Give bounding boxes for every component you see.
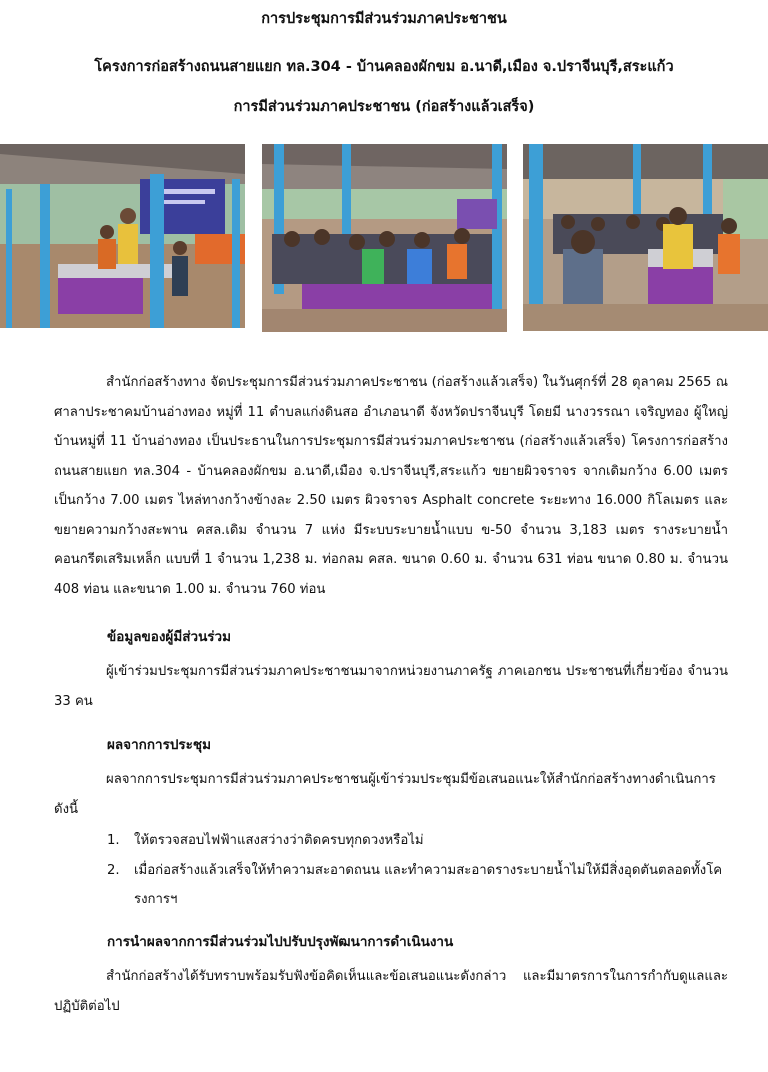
list-item-number: 1. bbox=[107, 833, 120, 848]
list-item bbox=[107, 856, 727, 915]
meeting-photo-participants bbox=[262, 144, 507, 332]
list-item-number: 2. bbox=[107, 862, 120, 878]
results-text: ผลจากการประชุมการมีส่วนร่วมภาคประชาชนผู้เข้าร่วมประชุมมีข้อเสนอแนะให้สำนักก่อสร้างทางดำเนินการ ดังนี้ bbox=[54, 772, 716, 817]
project-title: โครงการก่อสร้างถนนสายแยก ทล.304 - บ้านคลองผักขม อ.นาดี,เมือง จ.ปราจีนบุรี,สระแก้ว bbox=[94, 59, 674, 75]
results-list bbox=[107, 826, 727, 915]
list-item-text: ให้ตรวจสอบไฟฟ้าแสงสว่างว่าติดครบทุกดวงหรือไม่ bbox=[134, 833, 424, 848]
results-heading: ผลจากการประชุม bbox=[107, 737, 211, 753]
list-item-text: เมื่อก่อสร้างแล้วเสร็จให้ทำความสะอาดถนน และทำความสะอาดรางระบายน้ำไม่ให้มีสิ่งอุดตันตลอดทั้งโครงการฯ bbox=[134, 862, 723, 907]
improvement-heading: การนำผลจากการมีส่วนร่วมไปปรับปรุงพัฒนาการดำเนินงาน bbox=[107, 934, 454, 950]
improvement-text: สำนักก่อสร้างได้รับทราบพร้อมรับฟังข้อคิดเห็นและข้อเสนอแนะดังกล่าว และมีมาตรการในการกำกับดูแลและปฏิบัติต่อไป bbox=[54, 969, 728, 1014]
list-item bbox=[107, 826, 727, 856]
meeting-photo-head-table bbox=[0, 144, 245, 328]
intro-paragraph: สำนักก่อสร้างทาง จัดประชุมการมีส่วนร่วมภาคประชาชน (ก่อสร้างแล้วเสร็จ) ในวันศุกร์ที่ 28 ตุลาคม 2565 ณ ศาลาประชาคมบ้านอ่างทอง หมู่ที่ 11 ตำบลแก่งดินสอ อำเภอนาดี จังหวัดปราจีนบุรี โดยมี นางวรรณา เจริญทอง ผู้ใหญ่บ้านหมู่ที่ 11 บ้านอ่างทอง เป็นประธานในการประชุมการมีส่วนร่วมภาคประชาชน (ก่อสร้างแล้วเสร็จ) โครงการก่อสร้างถนนสายแยก ทล.304 - บ้านคลองผักขม อ.นาดี,เมือง จ.ปราจีนบุรี,สระแก้ว ขยายผิวจราจร จากเดิมกว้าง 6.00 เมตร เป็นกว้าง 7.00 เมตร ไหล่ทางกว้างข้างละ 2.50 เมตร ผิวจราจร Asphalt concrete ระยะทาง 16.000 กิโลเมตร และขยายความกว้างสะพาน คสล.เดิม จำนวน 7 แห่ง มีระบบระบายน้ำแบบ ข-50 จำนวน 3,183 เมตร รางระบายน้ำคอนกรีตเสริมเหล็ก แบบที่ 1 จำนวน 1,238 ม. ท่อกลม คสล. ขนาด 0.60 ม. จำนวน 631 ท่อน ขนาด 0.80 ม. จำนวน 408 ท่อน และขนาด 1.00 ม. จำนวน 760 ท่อน bbox=[54, 375, 728, 597]
meeting-subtitle: การมีส่วนร่วมภาคประชาชน (ก่อสร้างแล้วเสร็จ) bbox=[233, 99, 535, 115]
participants-text: ผู้เข้าร่วมประชุมการมีส่วนร่วมภาคประชาชนมาจากหน่วยงานภาครัฐ ภาคเอกชน ประชาชนที่เกี่ยวข้อง จำนวน 33 คน bbox=[54, 664, 728, 709]
meeting-photo-discussion bbox=[523, 144, 768, 331]
participants-heading: ข้อมูลของผู้มีส่วนร่วม bbox=[107, 629, 232, 645]
document-title: การประชุมการมีส่วนร่วมภาคประชาชน bbox=[261, 11, 507, 27]
